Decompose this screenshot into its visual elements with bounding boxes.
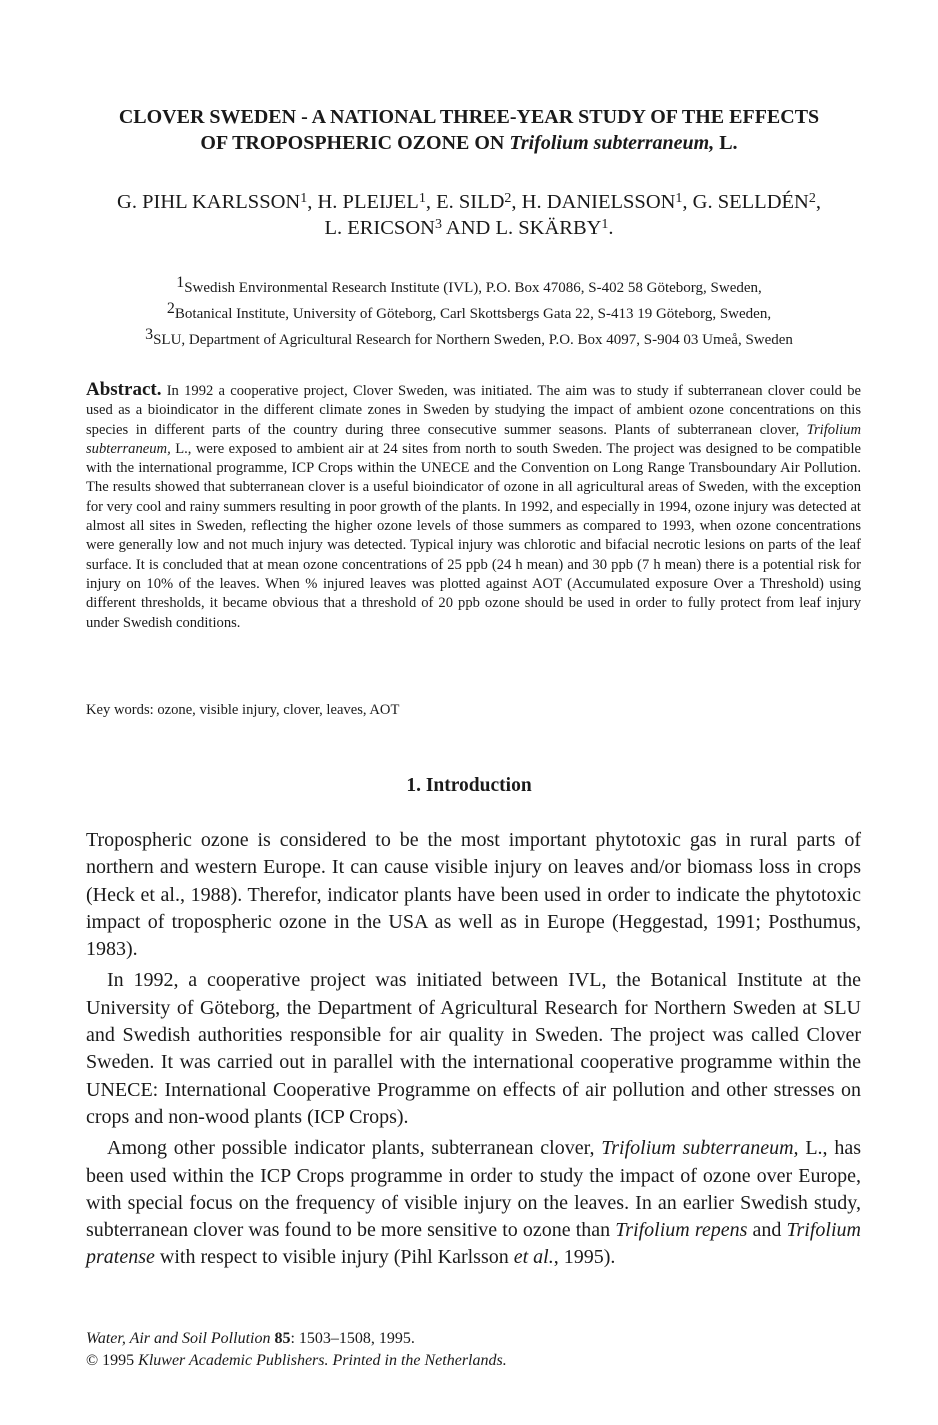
paragraph-2: In 1992, a cooperative project was initiated between IVL, the Botanical Institute at the University of Göteborg, the Department of Agricultural Research for Northern Sweden at SLU and Swedish authorities responsible for air quality in Sweden. The project was called Clover Sweden. It was carried out in parallel with the international cooperative programme within the UNECE: International Cooperative Programme on effects of air pollution and other stresses on crops and non-wood plants (ICP Crops).	[86, 969, 861, 1128]
title-line-2-text: OF TROPOSPHERIC OZONE ON	[200, 132, 510, 154]
author-affiliation-mark: 3	[434, 217, 442, 232]
affiliation-mark: 3	[145, 326, 154, 343]
title-line-2	[60, 130, 878, 156]
paragraph-3-text: Among other possible indicator plants, subterranean clover,	[107, 1137, 602, 1160]
copyright-year: © 1995	[86, 1352, 135, 1369]
author-affiliation-mark: 1	[675, 191, 683, 206]
journal-volume: 85	[274, 1330, 291, 1347]
paragraph-1: Tropospheric ozone is considered to be the most important phytotoxic gas in rural parts of northern and western Europe. It can cause visible injury on leaves and/or biomass loss in crops (Heck et al., 1988). Therefor, indicator plants have been used in order to indicate the phytotoxic impact of tropospheric ozone in the USA as well as in Europe (Heggestad, 1991; Posthumus, 1983).	[86, 829, 861, 961]
author-name: L. SKÄRBY	[495, 217, 602, 239]
author-affiliation-mark: 1	[418, 191, 426, 206]
affiliation-item	[60, 275, 878, 301]
author-affiliation-mark: 2	[504, 191, 512, 206]
title-species: Trifolium subterraneum,	[509, 132, 715, 154]
journal-citation	[86, 1328, 861, 1350]
abstract-species: Trifolium subterraneum,	[86, 421, 861, 457]
paragraph-3-text: and	[747, 1219, 787, 1242]
author-line-2	[60, 215, 878, 241]
abstract-label: Abstract.	[86, 379, 162, 400]
paragraph-3-text: L., has been used within the ICP Crops programme in order to study the impact of ozone over Europe, with special focus on the frequency of visible injury on the leaves. In an earlier Swedish study, subterranean clover was found to be more sensitive to ozone than	[86, 1137, 861, 1242]
affiliation-mark: 2	[166, 300, 175, 317]
author-name: G. PIHL KARLSSON	[117, 191, 301, 213]
author-name: H. PLEIJEL	[317, 191, 419, 213]
author-affiliation-mark: 2	[808, 191, 816, 206]
abstract-text-continued: L., were exposed to ambient air at 24 sites from north to south Sweden. The project was designed to be compatible with the international programme, ICP Crops within the UNECE and the Convention on Long Range Transboundary Air Pollution. The results showed that subterranean clover is a useful bioindicator of ozone in all agricultural areas of Sweden, with the exception for very cool and rainy summers resulting in poor growth of the plants. In 1992, and especially in 1994, ozone injury was detected at almost all sites in Sweden, reflecting the higher ozone levels of those summers as compared to 1993, when ozone concentrations were generally low and not much injury was detected. Typical injury was chlorotic and bifacial necrotic lesions on parts of the leaf surface. It is concluded that at mean ozone concentrations of 25 ppb (24 h mean) and 30 ppb (7 h mean) there is a potential risk for injury on 10% of the leaves. When % injured leaves was plotted against AOT (Accumulated exposure Over a Threshold) using different thresholds, it became obvious that a threshold of 20 ppb ozone should be used in order to fully protect from leaf injury under Swedish conditions.	[86, 440, 861, 631]
keywords: Key words: ozone, visible injury, clover, leaves, AOT	[86, 702, 400, 718]
author-separator: .	[608, 217, 614, 239]
author-line-1	[60, 189, 878, 215]
introduction-body	[86, 827, 861, 1276]
abstract	[86, 380, 861, 633]
author-separator: ,	[815, 191, 821, 213]
affiliation-item	[60, 327, 878, 353]
section-heading-introduction: 1. Introduction	[406, 775, 532, 796]
paragraph-3-text: with respect to visible injury (Pihl Karlsson	[154, 1246, 514, 1269]
paragraph-3-text: , 1995).	[553, 1246, 616, 1269]
journal-footer	[86, 1328, 861, 1372]
author-name: L. ERICSON	[324, 217, 435, 239]
publisher-text: Kluwer Academic Publishers. Printed in the Netherlands.	[134, 1352, 507, 1369]
affiliation-list	[60, 275, 878, 353]
citation-et-al: et al.	[513, 1246, 554, 1269]
title-line-2-suffix: L.	[714, 132, 738, 154]
author-name: G. SELLDÉN	[692, 191, 809, 213]
author-list	[60, 189, 878, 241]
title-line-1: CLOVER SWEDEN - A NATIONAL THREE-YEAR STUDY OF THE EFFECTS	[118, 106, 820, 128]
author-separator: ,	[682, 191, 693, 213]
author-separator: AND	[441, 217, 496, 239]
author-name: H. DANIELSSON	[521, 191, 676, 213]
species-name: Trifolium repens	[615, 1219, 748, 1242]
author-affiliation-mark: 1	[601, 217, 609, 232]
author-separator: ,	[425, 191, 437, 213]
species-name: Trifolium pratense	[86, 1219, 861, 1269]
affiliation-mark: 1	[176, 274, 185, 291]
journal-pages: : 1503–1508, 1995.	[290, 1330, 415, 1347]
affiliation-text: Swedish Environmental Research Institute (IVL), P.O. Box 47086, S-402 58 Göteborg, Sweden,	[184, 280, 762, 296]
journal-name: Water, Air and Soil Pollution	[86, 1330, 275, 1347]
affiliation-text: SLU, Department of Agricultural Research for Northern Sweden, P.O. Box 4097, S-904 03 Umeå, Sweden	[153, 332, 793, 348]
copyright-line	[86, 1350, 861, 1372]
abstract-text: In 1992 a cooperative project, Clover Sweden, was initiated. The aim was to study if subterranean clover could be used as a bioindicator in the different climate zones in Sweden by studying the impact of ambient ozone concentrations on this species in different parts of the country during three consecutive summer seasons. Plants of subterranean clover,	[86, 383, 861, 438]
paper-title	[60, 104, 878, 156]
affiliation-item	[60, 301, 878, 327]
paragraph-3	[86, 1135, 861, 1271]
species-name: Trifolium subterraneum,	[601, 1137, 799, 1160]
affiliation-text: Botanical Institute, University of Göteborg, Carl Skottsbergs Gata 22, S-413 19 Göteborg, Sweden,	[174, 306, 772, 322]
author-affiliation-mark: 1	[300, 191, 308, 206]
author-separator: ,	[511, 191, 522, 213]
author-separator: ,	[307, 191, 318, 213]
author-name: E. SILD	[436, 191, 505, 213]
